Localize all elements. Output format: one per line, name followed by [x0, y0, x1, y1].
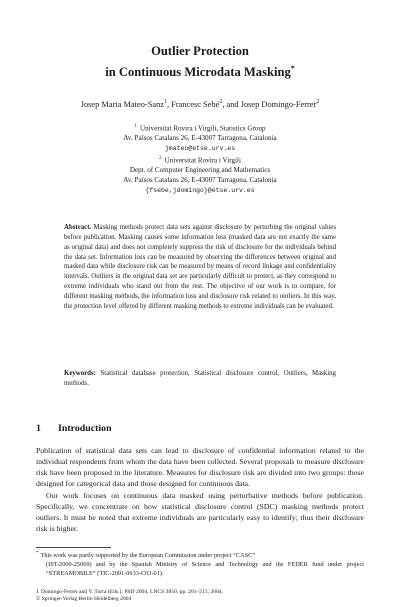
- section-number: 1: [36, 423, 41, 434]
- body-paragraph-1: Publication of statistical data sets can lead to disclosure of confidential information related to the individual respondents from whom the data have been collected. Several proposals to measure disclosure risk have been proposed in the literature. Measures for disclosure risk are divided into two groups: those designed for categorical data and those designed for continuous data.: [36, 446, 364, 488]
- keywords: [64, 369, 336, 389]
- author-separator: , and: [222, 99, 241, 109]
- imprint-citation: J. Domingo-Ferrer and V. Torra (Eds.): PSD 2004, LNCS 3050, pp. 201–215, 2004.: [36, 589, 223, 595]
- imprint-copyright: © Springer-Verlag Berlin Heidelberg 2004: [36, 596, 132, 603]
- affiliation-2-email: {fsebe,jdomingo}@etse.urv.es: [145, 187, 255, 195]
- affiliation-2-department: Dept. of Computer Engineering and Mathematics: [129, 166, 271, 175]
- affiliations: [0, 122, 400, 196]
- affiliation-1-address: Av. Països Catalans 26, E-43007 Tarragona, Catalonia: [123, 134, 277, 143]
- publication-imprint: [36, 589, 376, 603]
- affiliation-2-number: 2: [159, 156, 162, 162]
- author-affiliation-mark: 2: [316, 99, 320, 105]
- author-separator: ,: [166, 99, 172, 109]
- keywords-label: Keywords:: [64, 370, 96, 377]
- keywords-text: Statistical database protection, Statistical disclosure control, Outliers, Masking methods.: [64, 370, 336, 387]
- author-name: Josep Domingo-Ferrer: [240, 99, 317, 109]
- paper-title: [0, 42, 400, 81]
- footnote-continuation: (IST-2000-25069) and by the Spanish Ministry of Science and Technology and the FEDER fund under project “STREAMOBILE” (TIC-2001-0633-C03-01).: [46, 561, 364, 577]
- title-line-2: [0, 60, 400, 81]
- footnote: [36, 550, 364, 579]
- footnote-rule: [36, 547, 111, 548]
- abstract-text: Masking methods protect data sets against disclosure by perturbing the original values before publication. Masking causes some information loss (masked data are not exactly the same as original data) and does not completely suppress the risk of disclosure for the individuals behind the data set. Information loss can be measured by observing the differences between original and masked data while disclosure risk can be measured by means of record linkage and confidentiality intervals. Outliers in the original data set are particularly difficult to protect, as they correspond to extreme individuals who stand out from the rest. The objective of our work is to compare, for different masking methods, the information loss and disclosure risk related to outliers. In this way, the protection level offered by different masking methods to extreme individuals can be evaluated.: [64, 224, 336, 310]
- affiliation-1-name: Universitat Rovira i Virgili, Statistics Group: [140, 124, 266, 133]
- abstract: [64, 223, 336, 312]
- affiliation-2-name: Universitat Rovira i Virgili: [164, 156, 241, 165]
- body-paragraph-2: Our work focuses on continuous data masked using perturbative methods before publication. Specifically, we concentrate on how statistical disclosure control (SDC) masking methods protect outliers. It must be noted that extreme individuals are particularly easy to identify; thus their disclosure risk is higher.: [36, 491, 364, 533]
- author-affiliation-mark: 2: [219, 99, 223, 105]
- footnote-line-1: This work was partly supported by the European Commission under project “CASC”: [40, 552, 256, 560]
- footnote-mark: *: [36, 551, 39, 556]
- author-name: Josep Maria Mateo-Sanz: [80, 99, 164, 109]
- section-heading: [36, 423, 112, 434]
- title-footnote-mark: *: [290, 64, 295, 73]
- affiliation-1-number: 1: [134, 124, 138, 129]
- title-line-1: Outlier Protection: [151, 44, 249, 58]
- abstract-label: Abstract.: [64, 224, 92, 231]
- author-affiliation-mark: 1: [163, 99, 167, 105]
- affiliation-1-email: jmateo@etse.urv.es: [164, 145, 236, 153]
- author-list: [0, 97, 400, 110]
- title-line-2-text: in Continuous Microdata Masking: [105, 65, 291, 80]
- affiliation-2-address: Av. Països Catalans 26, E-43007 Tarragona, Catalonia: [123, 176, 277, 185]
- section-title: Introduction: [58, 423, 112, 434]
- author-name: Francesc Sebé: [171, 99, 220, 109]
- affiliation-2-line-1: [0, 154, 400, 166]
- affiliation-1-line-1: [0, 122, 400, 134]
